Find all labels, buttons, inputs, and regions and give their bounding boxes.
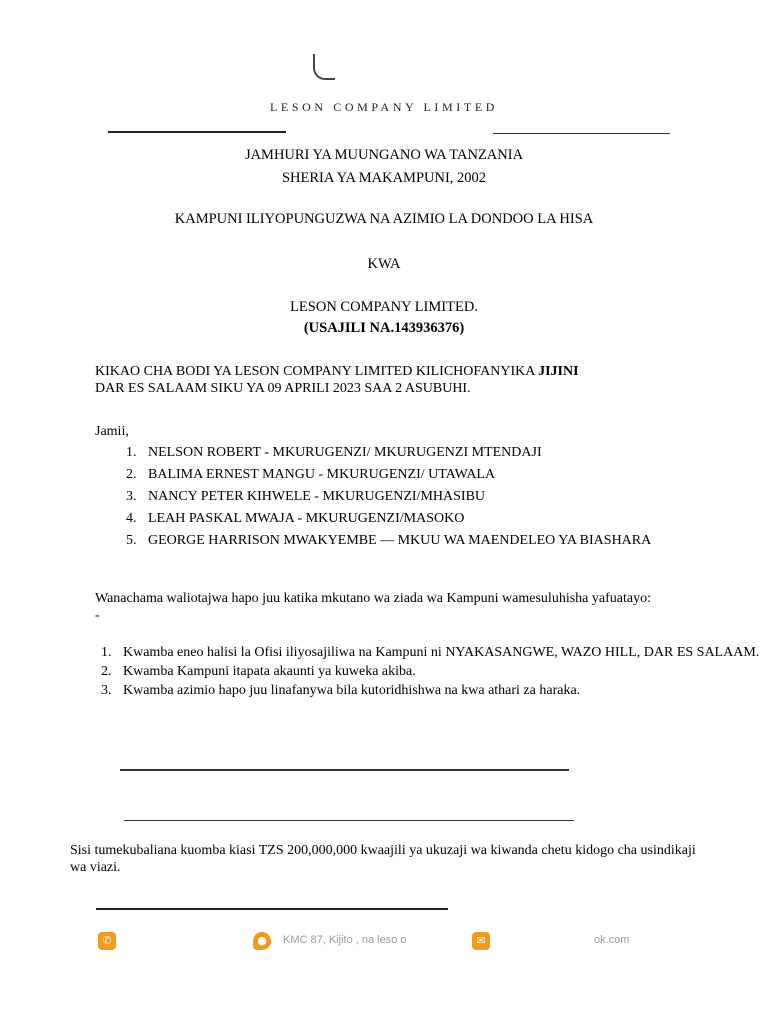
- attendees-label: Jamii,: [95, 424, 129, 439]
- attendee-item: 4. LEAH PASKAL MWAJA - MKURUGENZI/MASOKO: [140, 510, 660, 527]
- email-icon: ✉: [472, 932, 490, 950]
- meeting-intro-date: DAR ES SALAAM SIKU YA 09 APRILI 2023 SAA 2 ASUBUHI.: [95, 381, 471, 396]
- signature-line: [124, 820, 574, 821]
- signature-line: [120, 769, 569, 771]
- phone-icon: ✆: [98, 932, 116, 950]
- resolution-item: 3. Kwamba azimio hapo juu linafanywa bila kutoridhishwa na kwa athari za haraka.: [115, 682, 765, 699]
- attendees-list: [95, 444, 660, 549]
- attendee-item: 1. NELSON ROBERT - MKURUGENZI/ MKURUGENZI MTENDAJI: [140, 444, 660, 461]
- registration-number: (USAJILI NA.143936376): [303, 320, 465, 336]
- for-title: KWA: [367, 256, 401, 272]
- resolutions-intro: Wanachama waliotajwa hapo juu katika mkutano wa ziada wa Kampuni wamesuluhisha yafuatayo: -: [95, 591, 651, 623]
- footer-address: KMC 87, Kijito , na leso o: [283, 934, 407, 946]
- meeting-intro-text: KIKAO CHA BODI YA LESON COMPANY LIMITED KILICHOFANYIKA: [95, 364, 539, 379]
- act-title: SHERIA YA MAKAMPUNI, 2002: [281, 170, 487, 186]
- footer-rule: [96, 908, 448, 910]
- company-logo-mark: [313, 54, 335, 80]
- footer-email: ok.com: [594, 934, 630, 946]
- header-rule-left: [108, 131, 286, 133]
- attendee-item: 3. NANCY PETER KIHWELE - MKURUGENZI/MHASIBU: [140, 488, 660, 505]
- resolution-item: 1. Kwamba eneo halisi la Ofisi iliyosajiliwa na Kampuni ni NYAKASANGWE, WAZO HILL, DAR ES SALAAM.: [115, 644, 765, 661]
- meeting-intro-city: JIJINI: [538, 364, 579, 379]
- meeting-intro: [95, 363, 695, 397]
- agreement-text: Sisi tumekubaliana kuomba kiasi TZS 200,000,000 kwaajili ya ukuzaji wa kiwanda chetu kidogo cha usindikaji wa viazi.: [70, 843, 696, 875]
- attendee-item: 2. BALIMA ERNEST MANGU - MKURUGENZI/ UTAWALA: [140, 466, 660, 483]
- country-title: JAMHURI YA MUUNGANO WA TANZANIA: [244, 147, 524, 163]
- company-letterhead: LESON COMPANY LIMITED: [269, 100, 499, 114]
- resolution-item: 2. Kwamba Kampuni itapata akaunti ya kuweka akiba.: [115, 663, 765, 680]
- header-rule-right: [493, 133, 670, 134]
- resolutions-list: [70, 644, 765, 699]
- attendee-item: 5. GEORGE HARRISON MWAKYEMBE — MKUU WA MAENDELEO YA BIASHARA: [140, 532, 660, 549]
- location-icon: ●: [253, 932, 271, 950]
- company-name-title: LESON COMPANY LIMITED.: [290, 299, 478, 315]
- resolution-title: KAMPUNI ILIYOPUNGUZWA NA AZIMIO LA DONDOO LA HISA: [174, 211, 594, 227]
